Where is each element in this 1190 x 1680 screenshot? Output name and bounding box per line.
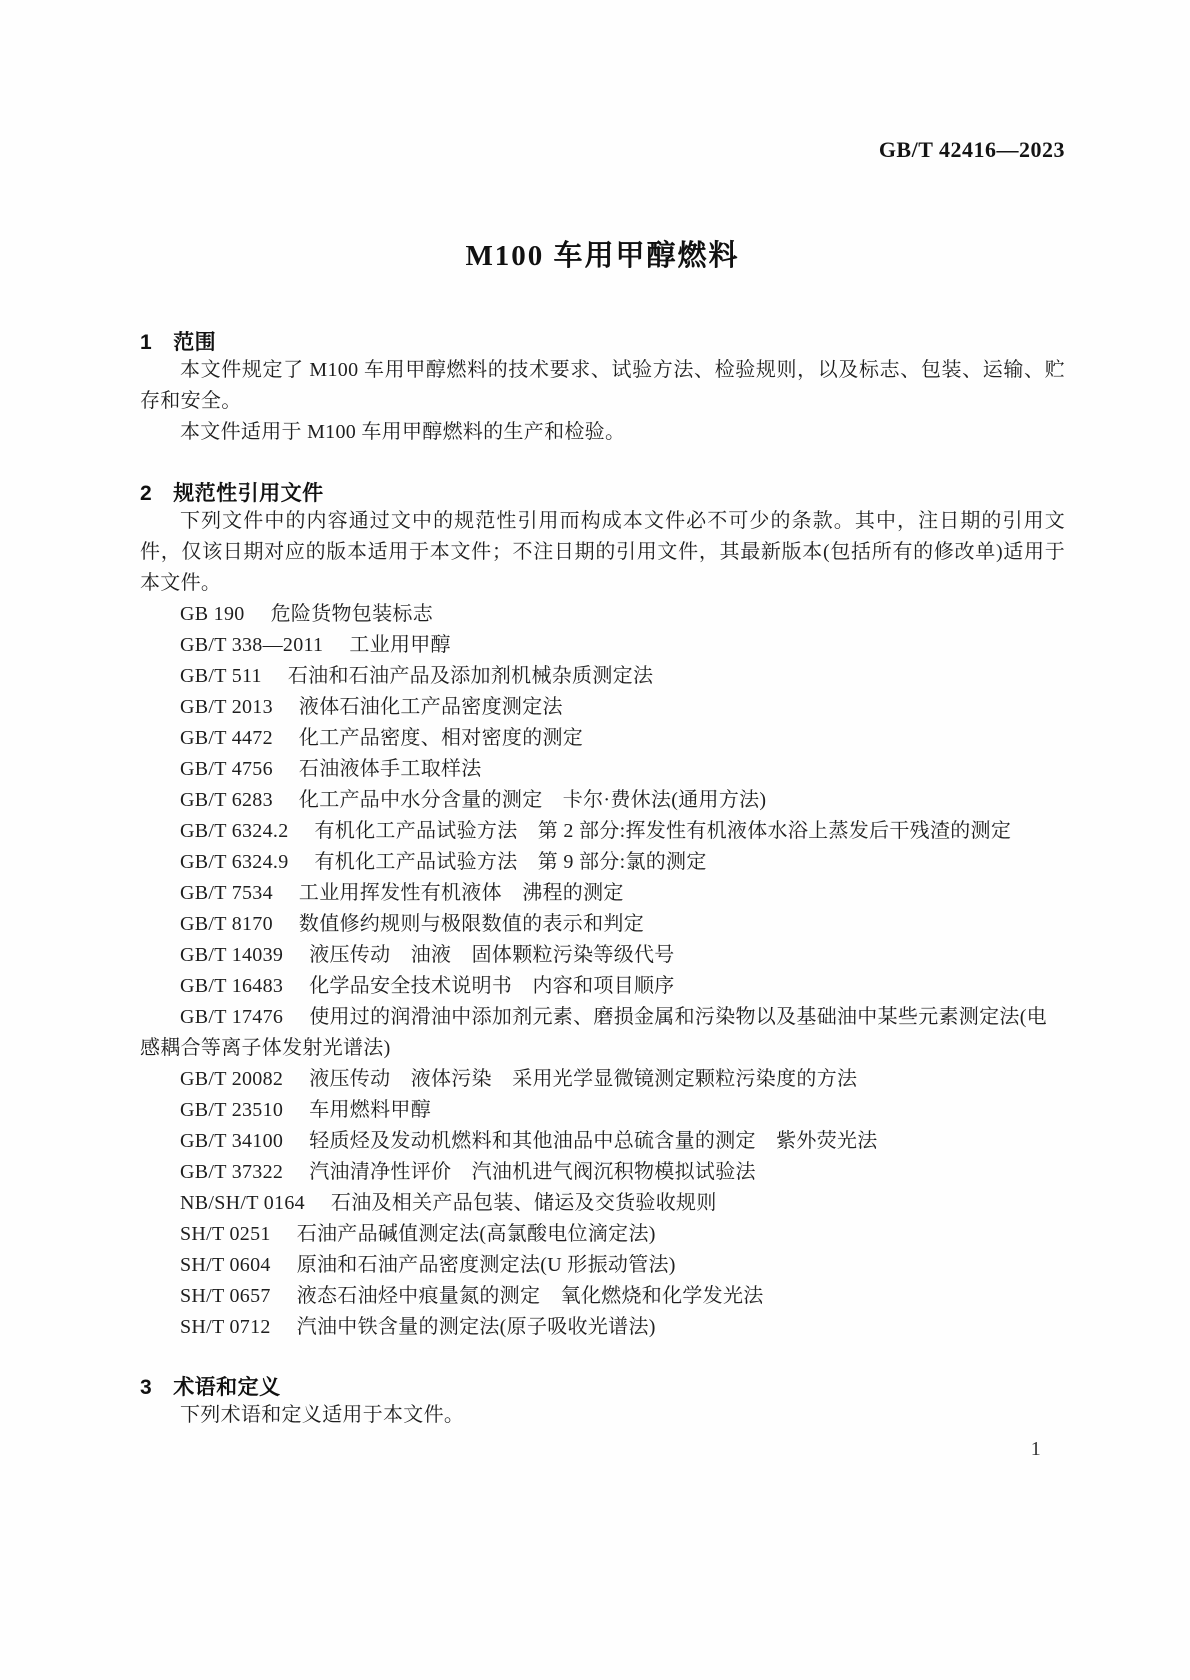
reference-code: GB/T 511	[180, 665, 262, 687]
reference-code: GB 190	[180, 603, 245, 625]
scope-paragraph-2: 本文件适用于 M100 车用甲醇燃料的生产和检验。	[180, 421, 626, 443]
reference-item	[140, 816, 1065, 847]
page-number: 1	[1030, 1438, 1041, 1460]
reference-code: GB/T 4472	[180, 727, 273, 749]
reference-title: 工业用甲醇	[349, 634, 451, 656]
reference-item	[140, 1064, 1065, 1095]
reference-title: 化学品安全技术说明书 内容和项目顺序	[309, 975, 675, 997]
reference-code: GB/T 4756	[180, 758, 273, 780]
reference-item	[140, 1157, 1065, 1188]
reference-code: GB/T 34100	[180, 1130, 284, 1152]
reference-code: GB/T 6324.2	[180, 820, 289, 842]
section-1-title: 范围	[173, 331, 217, 354]
reference-item	[140, 1219, 1065, 1250]
reference-title: 有机化工产品试验方法 第 9 部分:氯的测定	[314, 851, 707, 873]
reference-title: 有机化工产品试验方法 第 2 部分:挥发性有机液体水浴上蒸发后干残渣的测定	[314, 820, 1012, 842]
section-2-heading	[140, 482, 1065, 506]
section-1-number: 1	[140, 331, 153, 354]
reference-item	[140, 1095, 1065, 1126]
reference-title: 汽油清净性评价 汽油机进气阀沉积物模拟试验法	[309, 1161, 756, 1183]
reference-code: GB/T 8170	[180, 913, 273, 935]
reference-title: 化工产品密度、相对密度的测定	[298, 727, 584, 749]
reference-code: SH/T 0251	[180, 1223, 271, 1245]
reference-title: 液态石油烃中痕量氮的测定 氧化燃烧和化学发光法	[296, 1285, 764, 1307]
reference-title: 石油和石油产品及添加剂机械杂质测定法	[287, 665, 654, 687]
reference-title: 原油和石油产品密度测定法(U 形振动管法)	[296, 1254, 676, 1276]
reference-title: 轻质烃及发动机燃料和其他油品中总硫含量的测定 紫外荧光法	[309, 1130, 878, 1152]
reference-title: 液压传动 油液 固体颗粒污染等级代号	[309, 944, 675, 966]
reference-code: GB/T 37322	[180, 1161, 284, 1183]
section-3-heading	[140, 1376, 1065, 1400]
reference-title: 液体石油化工产品密度测定法	[298, 696, 563, 718]
reference-title: 石油产品碱值测定法(高氯酸电位滴定法)	[296, 1223, 656, 1245]
reference-code: GB/T 7534	[180, 882, 273, 904]
reference-item	[140, 599, 1065, 630]
section-3-number: 3	[140, 1376, 153, 1399]
reference-item	[140, 1002, 1065, 1064]
reference-code: GB/T 338—2011	[180, 634, 324, 656]
reference-code: GB/T 6283	[180, 789, 273, 811]
reference-title: 石油液体手工取样法	[298, 758, 482, 780]
section-2-number: 2	[140, 482, 153, 505]
reference-code: SH/T 0604	[180, 1254, 271, 1276]
reference-code: GB/T 6324.9	[180, 851, 289, 873]
reference-item	[140, 1250, 1065, 1281]
reference-title: 车用燃料甲醇	[309, 1099, 432, 1121]
section-2-title: 规范性引用文件	[173, 482, 324, 505]
reference-title: 工业用挥发性有机液体 沸程的测定	[298, 882, 624, 904]
reference-item	[140, 630, 1065, 661]
reference-item	[140, 661, 1065, 692]
reference-item	[140, 1188, 1065, 1219]
reference-code: GB/T 20082	[180, 1068, 284, 1090]
reference-title: 数值修约规则与极限数值的表示和判定	[298, 913, 645, 935]
reference-item	[140, 971, 1065, 1002]
reference-item	[140, 847, 1065, 878]
reference-code: SH/T 0657	[180, 1285, 271, 1307]
scope-paragraph-1: 本文件规定了 M100 车用甲醇燃料的技术要求、试验方法、检验规则，以及标志、包装、运输、贮存和安全。	[140, 359, 1065, 412]
reference-title: 使用过的润滑油中添加剂元素、磨损金属和污染物以及基础油中某些元素测定法(电感耦合等离子体发射光谱法)	[140, 1006, 1047, 1059]
document-title: M100 车用甲醇燃料	[465, 240, 740, 272]
references-intro: 下列文件中的内容通过文中的规范性引用而构成本文件必不可少的条款。其中，注日期的引用文件，仅该日期对应的版本适用于本文件；不注日期的引用文件，其最新版本(包括所有的修改单)适用于本文件。	[140, 510, 1065, 594]
reference-code: GB/T 17476	[180, 1006, 284, 1028]
reference-item	[140, 940, 1065, 971]
reference-item	[140, 1281, 1065, 1312]
reference-title: 石油及相关产品包装、储运及交货验收规则	[330, 1192, 717, 1214]
reference-code: SH/T 0712	[180, 1316, 271, 1338]
reference-title: 液压传动 液体污染 采用光学显微镜测定颗粒污染度的方法	[309, 1068, 858, 1090]
reference-item	[140, 785, 1065, 816]
section-3-title: 术语和定义	[173, 1376, 281, 1399]
doc-number: GB/T 42416—2023	[878, 137, 1065, 162]
reference-title: 危险货物包装标志	[270, 603, 433, 625]
reference-item	[140, 754, 1065, 785]
reference-item	[140, 1126, 1065, 1157]
reference-item	[140, 878, 1065, 909]
reference-item	[140, 1312, 1065, 1343]
reference-item	[140, 692, 1065, 723]
references-list	[140, 599, 1065, 1343]
reference-title: 化工产品中水分含量的测定 卡尔·费休法(通用方法)	[298, 789, 767, 811]
reference-code: GB/T 2013	[180, 696, 273, 718]
reference-title: 汽油中铁含量的测定法(原子吸收光谱法)	[296, 1316, 656, 1338]
terms-intro: 下列术语和定义适用于本文件。	[180, 1404, 465, 1426]
reference-code: NB/SH/T 0164	[180, 1192, 305, 1214]
reference-code: GB/T 16483	[180, 975, 284, 997]
reference-item	[140, 723, 1065, 754]
reference-code: GB/T 14039	[180, 944, 284, 966]
reference-code: GB/T 23510	[180, 1099, 284, 1121]
section-1-heading	[140, 331, 1065, 355]
reference-item	[140, 909, 1065, 940]
